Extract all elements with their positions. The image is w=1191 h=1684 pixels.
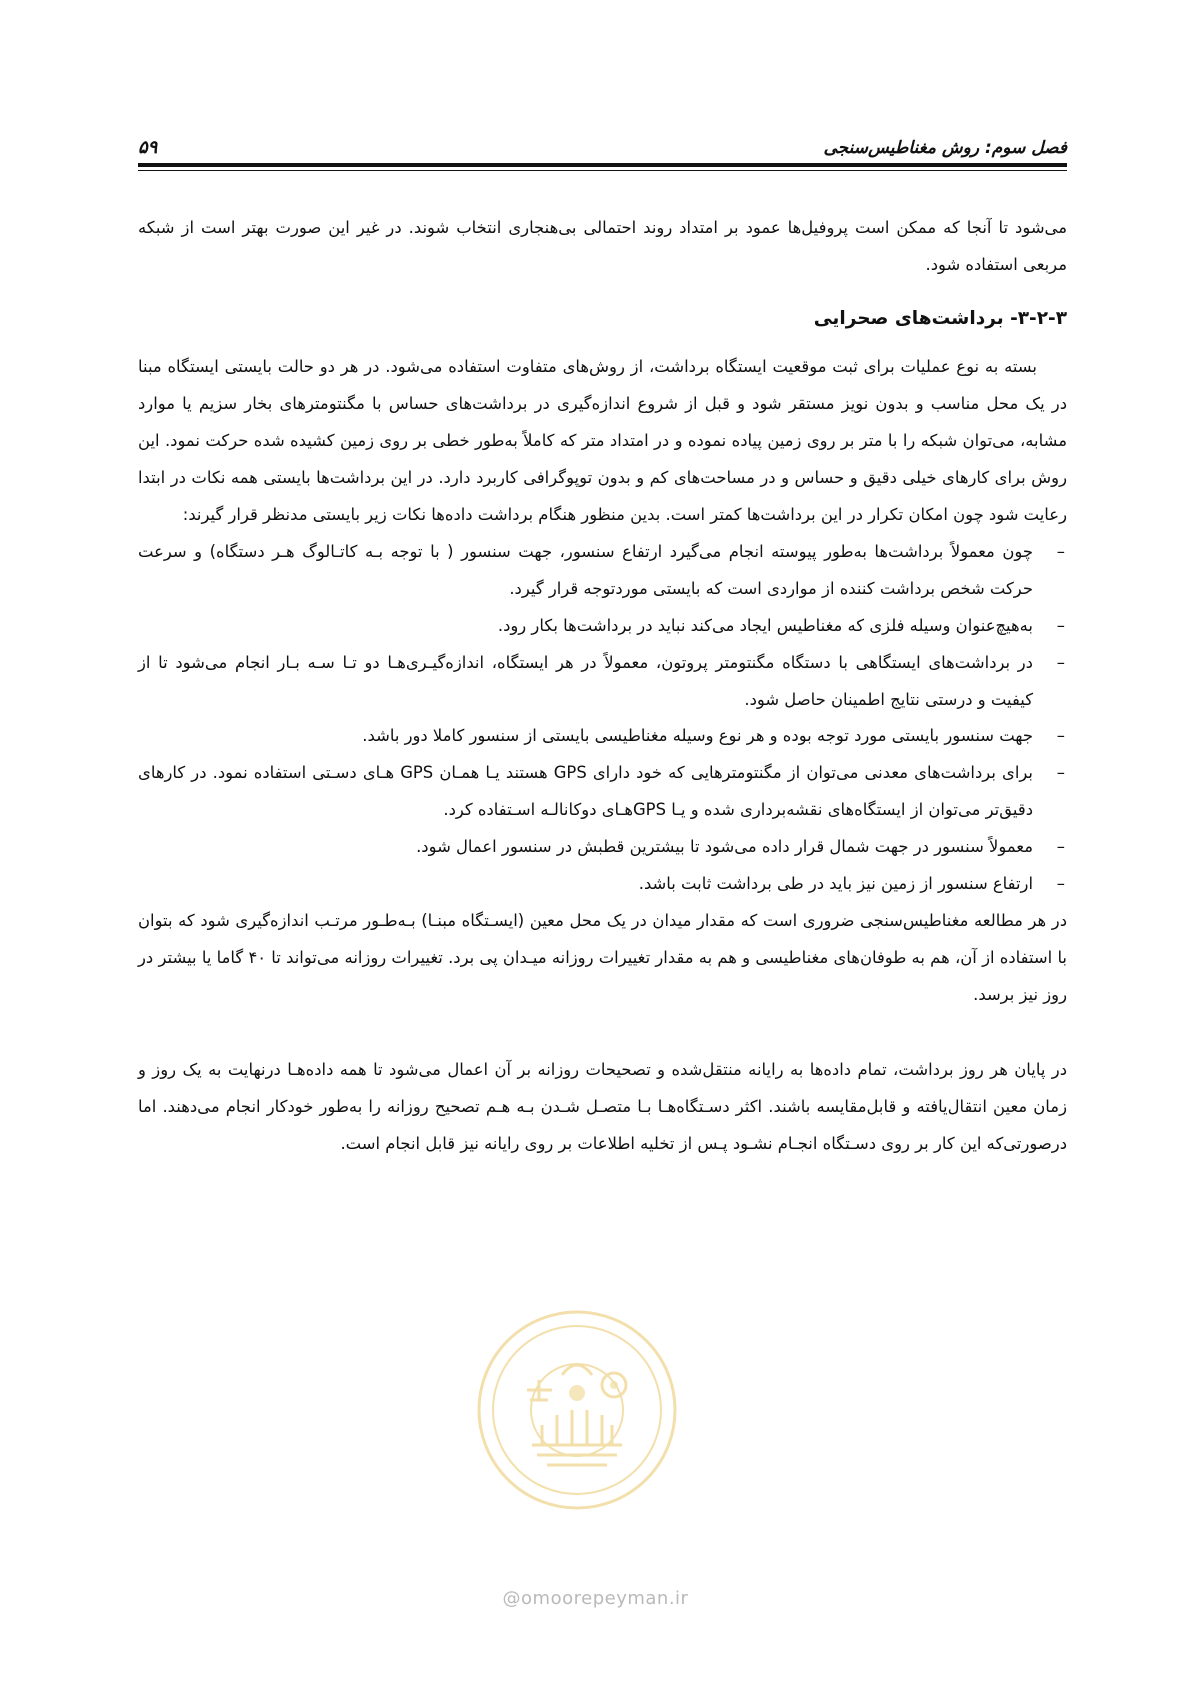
list-item xyxy=(138,866,1065,903)
dash-marker: – xyxy=(1056,837,1065,857)
list-item-text: چون معمولاً برداشت‌ها به‌طور پیوسته انجام می‌گیرد ارتفاع سنسور، جهت سنسور ( با توجه بـه کاتـالوگ هـر دستگاه) و سرعت حرکت شخص برداشت کننده از مواردی است که بایستی موردتوجه قرار گیرد. xyxy=(138,541,1033,598)
header-rule-thick xyxy=(138,163,1067,167)
dash-marker: – xyxy=(1056,763,1065,783)
end-of-day-paragraph: در پایان هر روز برداشت، تمام داده‌ها به رایانه منتقل‌شده و تصحیحات روزانه بر آن اعمال می‌شود تا همه داده‌هـا درنهایت به یک روز و زمان معین انتقال‌یافته و قابل‌مقایسه باشند. اکثر دسـتگاه‌هـا بـا متصـل شـدن بـه هـم تصحیح روزانه را به‌طور خودکار انجام می‌دهند. اما درصورتی‌که این کار بر روی دسـتگاه انجـام نشـود پـس از تخلیه اطلاعات بر روی رایانه نیز قابل انجام است. xyxy=(138,1059,1067,1153)
list-item-text: به‌هیچ‌عنوان وسیله فلزی که مغناطیس ایجاد می‌کند نباید در برداشت‌ها بکار رود. xyxy=(497,615,1033,635)
list-item xyxy=(138,718,1065,755)
list-item-text: برای برداشت‌های معدنی می‌توان از مگنتومترهایی که خود دارای GPS هستند یـا همـان GPS هـای دسـتی استفاده نمود. در کارهای دقیق‌تر می‌توان از ایستگاه‌های نقشه‌برداری شده و یـا GPSهـای دوکانالـه اسـتفاده کرد. xyxy=(138,763,1033,820)
list-item xyxy=(138,755,1065,829)
page-number: ۵۹ xyxy=(138,137,158,158)
list-item-text: جهت سنسور بایستی مورد توجه بوده و هر نوع وسیله مغناطیسی بایستی از سنسور کاملا دور باشد. xyxy=(362,726,1033,746)
section-paragraph: بسته به نوع عملیات برای ثبت موقعیت ایستگاه برداشت، از روش‌های متفاوت استفاده می‌شود. در هر دو حالت بایستی ایستگاه مبنا در یک محل مناسب و بدون نویز مستقر شود و قبل از شروع اندازه‌گیری در برداشت‌های حساس با مگنتومترهای بخار سزیم یا موارد مشابه، می‌توان شبکه را با متر بر روی زمین پیاده نموده و در امتداد متر که کاملاً به‌طور خطی بر روی زمین کشیده شده حرکت نمود. این روش برای کارهای خیلی دقیق و حساس و در مساحت‌های کم و بدون توپوگرافی کاربرد دارد. در این برداشت‌ها بایستی همه نکات در ابتدا رعایت شود چون امکان تکرار در این برداشت‌ها کمتر است. بدین منظور هنگام برداشت داده‌ها نکات زیر بایستی مدنظر قرار گیرند: xyxy=(138,357,1067,525)
paragraph-gap xyxy=(138,1014,1067,1052)
base-station-paragraph: در هر مطالعه مغناطیس‌سنجی ضروری است که مقدار میدان در یک محل معین (ایسـتگاه مبنـا) بـه‌طـور مرتـب اندازه‌گیری شود که بتوان با استفاده از آن، هم به طوفان‌های مغناطیسی و هم به مقدار تغییرات روزانه میـدان پی برد. تغییرات روزانه می‌تواند تا ۴۰ گاما یا بیشتر در روز نیز برسد. xyxy=(138,911,1067,1004)
list-item xyxy=(138,829,1065,866)
dash-marker: – xyxy=(1056,652,1065,672)
list-item xyxy=(138,645,1065,719)
dash-marker: – xyxy=(1056,615,1065,635)
dash-marker: – xyxy=(1056,874,1065,894)
list-item-text: در برداشت‌های ایستگاهی با دستگاه مگنتومتر پروتون، معمولاً در هر ایستگاه، اندازه‌گیـری‌هـا دو تـا سـه بـار انجام می‌شود تا از کیفیت و درستی نتایج اطمینان حاصل شود. xyxy=(138,652,1033,709)
watermark-site: @omoorepeyman.ir xyxy=(502,1588,689,1609)
page-header xyxy=(138,128,1067,158)
page-body xyxy=(138,210,1067,1162)
list-item xyxy=(138,534,1065,608)
dash-marker: – xyxy=(1056,541,1065,561)
chapter-title: فصل سوم: روش مغناطیس‌سنجی xyxy=(823,138,1067,158)
header-rule-thin xyxy=(138,170,1067,171)
intro-paragraph: می‌شود تا آنجا که ممکن است پروفیل‌ها عمود بر امتداد روند احتمالی بی‌هنجاری انتخاب شوند. در غیر این صورت بهتر است از شبکه مربعی استفاده شود. xyxy=(138,218,1067,274)
list-item-text: ارتفاع سنسور از زمین نیز باید در طی برداشت ثابت باشد. xyxy=(638,874,1033,894)
bullet-list xyxy=(138,534,1067,903)
list-item xyxy=(138,608,1065,645)
list-item-text: معمولاً سنسور در جهت شمال قرار داده می‌شود تا بیشترین قطبش در سنسور اعمال شود. xyxy=(416,837,1033,857)
watermark-seal-icon xyxy=(472,1305,682,1515)
dash-marker: – xyxy=(1056,726,1065,746)
section-heading: ۳-۲-۳- برداشت‌های صحرایی xyxy=(813,307,1067,329)
